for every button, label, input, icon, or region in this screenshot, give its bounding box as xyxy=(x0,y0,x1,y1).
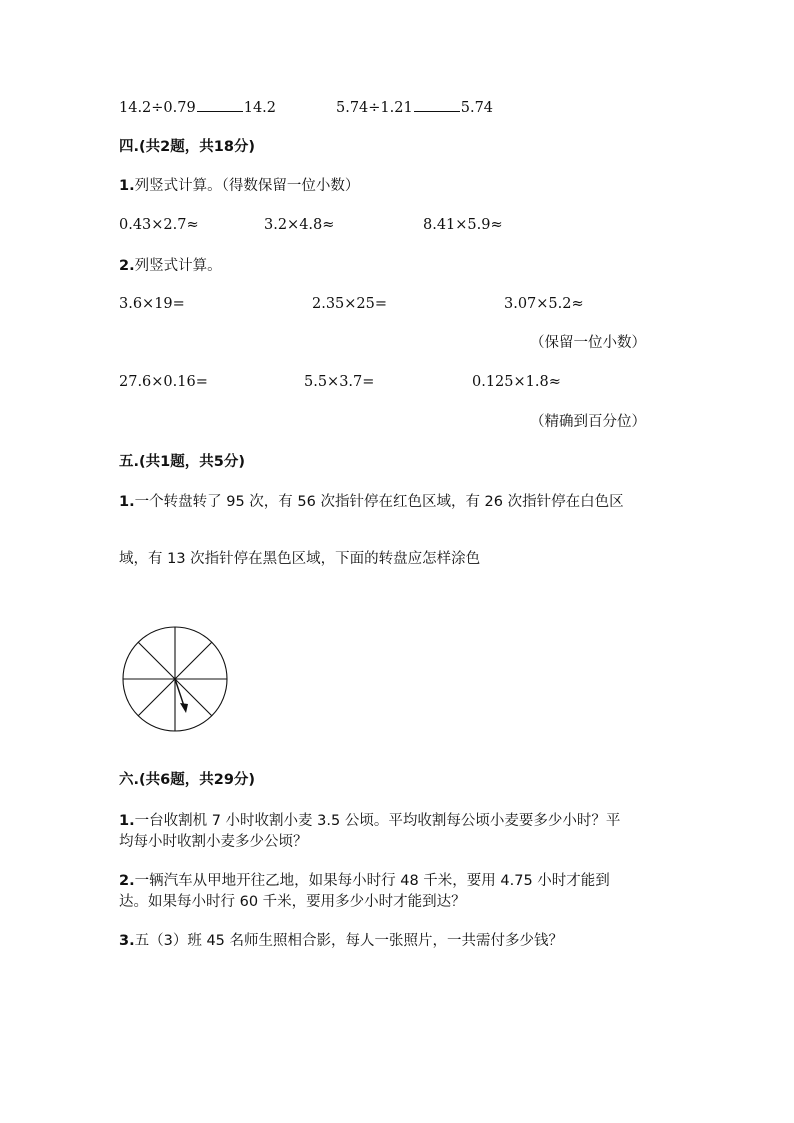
question-number: 1. xyxy=(119,494,135,510)
compare-row xyxy=(119,97,276,118)
section5-heading: 五.(共1题，共5分) xyxy=(119,454,245,470)
answer-blank[interactable] xyxy=(197,97,243,112)
question-text: 一台收割机 7 小时收割小麦 3.5 公顷。平均收割每公顷小麦要多少小时？平 xyxy=(134,813,621,829)
section4-heading: 四.(共2题，共18分) xyxy=(119,139,256,155)
compare-item1-right: 14.2 xyxy=(243,100,277,116)
s4q2-row1-item-2: 2.35×25= xyxy=(312,296,388,312)
section6-q2-line1 xyxy=(119,871,610,891)
section6-q2-line2: 达。如果每小时行 60 千米，要用多少小时才能到达？ xyxy=(119,894,466,910)
section5-q1-line2: 域，有 13 次指针停在黑色区域，下面的转盘应怎样涂色 xyxy=(119,551,481,567)
spinner-diagram xyxy=(120,624,230,734)
compare-item2 xyxy=(336,97,493,118)
section4-q1 xyxy=(119,176,359,196)
question-number: 3. xyxy=(119,933,135,949)
question-number: 2. xyxy=(119,873,135,889)
s4q2-row1-item-1: 3.6×19= xyxy=(119,296,185,312)
s4q2-row2-item-1: 27.6×0.16= xyxy=(119,374,208,390)
s4q1-item-1: 0.43×2.7≈ xyxy=(119,217,199,233)
question-text: 列竖式计算。 xyxy=(134,258,222,274)
s4q2-row2-note: （精确到百分位） xyxy=(530,414,646,430)
compare-item2-right: 5.74 xyxy=(460,100,494,116)
s4q1-item-2: 3.2×4.8≈ xyxy=(264,217,335,233)
section6-heading: 六.(共6题，共29分) xyxy=(119,772,256,788)
section6-q3 xyxy=(119,931,563,951)
s4q1-item-3: 8.41×5.9≈ xyxy=(423,217,503,233)
spinner-arrow-icon xyxy=(175,679,188,713)
s4q2-row1-note: （保留一位小数） xyxy=(530,335,646,351)
question-text: 五（3）班 45 名师生照相合影，每人一张照片，一共需付多少钱？ xyxy=(134,933,564,949)
question-number: 1. xyxy=(119,813,135,829)
question-number: 2. xyxy=(119,258,135,274)
compare-item1-left: 14.2÷0.79 xyxy=(119,100,196,116)
question-text: 列竖式计算。（得数保留一位小数） xyxy=(134,178,360,194)
question-number: 1. xyxy=(119,178,135,194)
s4q2-row2-item-3: 0.125×1.8≈ xyxy=(472,374,561,390)
question-text: 一个转盘转了 95 次，有 56 次指针停在红色区域，有 26 次指针停在白色区 xyxy=(134,494,624,510)
section5-q1-line1 xyxy=(119,492,624,512)
s4q2-row1-item-3: 3.07×5.2≈ xyxy=(504,296,584,312)
section6-q1-line1 xyxy=(119,811,620,831)
s4q2-row2-item-2: 5.5×3.7= xyxy=(304,374,375,390)
section4-q2 xyxy=(119,256,222,276)
compare-item2-left: 5.74÷1.21 xyxy=(336,100,413,116)
question-text: 一辆汽车从甲地开往乙地，如果每小时行 48 千米，要用 4.75 小时才能到 xyxy=(134,873,610,889)
answer-blank[interactable] xyxy=(414,97,460,112)
section6-q1-line2: 均每小时收割小麦多少公顷？ xyxy=(119,834,308,850)
